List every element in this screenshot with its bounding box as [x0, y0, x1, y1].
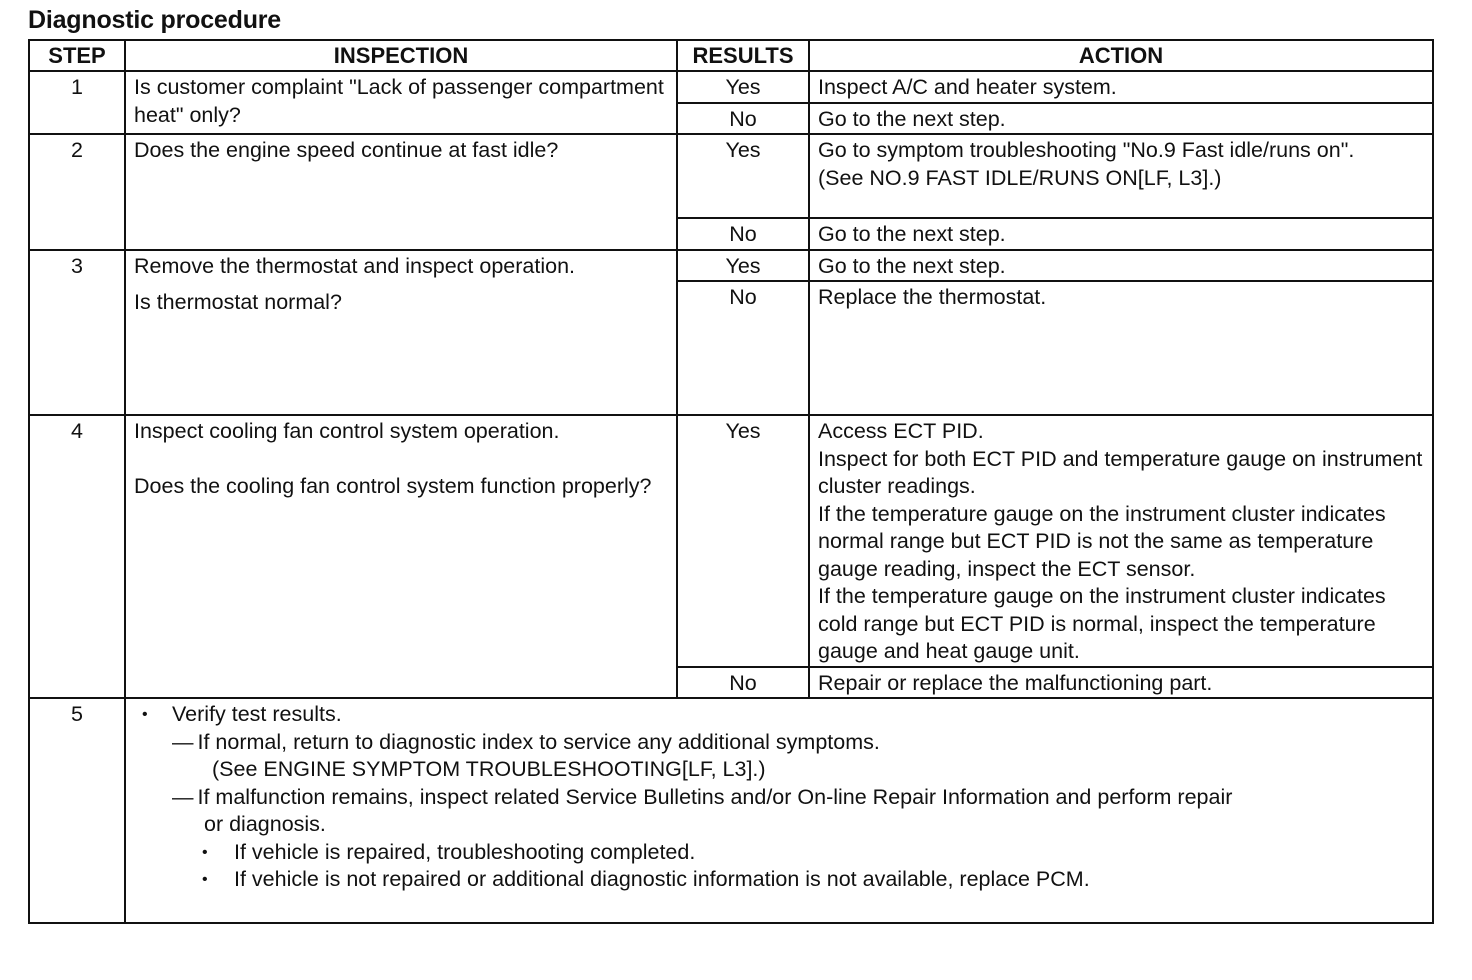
page-title: Diagnostic procedure — [28, 6, 281, 34]
inspection-text: Remove the thermostat and inspect operation. — [134, 253, 576, 278]
action-reference: (See NO.9 FAST IDLE/RUNS ON[LF, L3].) — [818, 165, 1222, 190]
verify-text: If vehicle is repaired, troubleshooting completed. — [234, 839, 696, 864]
step-number: 5 — [29, 698, 125, 923]
verify-line — [148, 811, 1424, 839]
action-text: If the temperature gauge on the instrument cluster indicates normal range but ECT PID is not the same as temperature gauge reading, inspect the ECT sensor. — [818, 501, 1386, 581]
action-cell — [809, 71, 1433, 103]
action-text: Access ECT PID. — [818, 419, 984, 443]
action-cell — [809, 250, 1433, 282]
verify-text: or diagnosis. — [204, 812, 326, 836]
action-cell — [809, 103, 1433, 135]
inspection-text: Does the engine speed continue at fast idle? — [134, 138, 559, 162]
bullet-icon: • — [202, 871, 208, 888]
verify-line — [148, 756, 1424, 784]
verify-text: If malfunction remains, inspect related Service Bulletins and/or On-line Repair Information and perform repair — [197, 784, 1233, 809]
action-text: Go to the next step. — [818, 253, 1006, 278]
result-cell: Yes — [677, 415, 809, 667]
dash-icon: — — [172, 729, 194, 754]
table-row — [29, 250, 1433, 282]
step-number: 1 — [29, 71, 125, 134]
result-cell: No — [677, 281, 809, 415]
action-cell — [809, 415, 1433, 667]
verify-text: Verify test results. — [172, 702, 342, 726]
action-cell — [809, 134, 1433, 218]
step-number: 2 — [29, 134, 125, 250]
dash-icon: — — [172, 784, 194, 809]
verify-line — [148, 839, 1424, 867]
verify-reference: (See ENGINE SYMPTOM TROUBLESHOOTING[LF, L3].) — [212, 757, 766, 781]
action-cell — [809, 667, 1433, 699]
verify-line — [148, 866, 1424, 894]
header-step: STEP — [29, 40, 125, 71]
action-text: Repair or replace the malfunctioning part. — [818, 670, 1213, 695]
inspection-cell — [125, 250, 677, 416]
result-cell: Yes — [677, 71, 809, 103]
bullet-icon: • — [202, 843, 208, 861]
header-row — [29, 40, 1433, 71]
inspection-text: Inspect cooling fan control system operation. — [134, 419, 560, 443]
action-text: Inspect A/C and heater system. — [818, 75, 1117, 99]
verify-text: If vehicle is not repaired or additional diagnostic information is not available, replace PCM. — [234, 867, 1090, 891]
result-cell: No — [677, 218, 809, 250]
action-text: If the temperature gauge on the instrument cluster indicates cold range but ECT PID is normal, inspect the temperature gauge and heat gauge unit. — [818, 584, 1386, 663]
step-number: 3 — [29, 250, 125, 416]
diagnostic-table — [28, 39, 1434, 924]
result-cell: No — [677, 103, 809, 135]
action-text: Go to the next step. — [818, 106, 1006, 131]
result-cell: Yes — [677, 134, 809, 218]
action-text: Go to the next step. — [818, 222, 1006, 246]
inspection-cell — [125, 71, 677, 134]
header-results: RESULTS — [677, 40, 809, 71]
verify-text: If normal, return to diagnostic index to service any additional symptoms. — [197, 729, 880, 754]
header-action: ACTION — [809, 40, 1433, 71]
verify-line — [148, 784, 1424, 812]
inspection-text: Is customer complaint "Lack of passenger compartment heat" only? — [134, 75, 664, 127]
table-row — [29, 415, 1433, 667]
table-row — [29, 71, 1433, 103]
verify-line — [148, 729, 1424, 757]
bullet-icon: • — [142, 706, 148, 723]
result-cell: No — [677, 667, 809, 699]
table-row — [29, 698, 1433, 923]
action-text: Go to symptom troubleshooting "No.9 Fast idle/runs on". — [818, 138, 1355, 162]
result-cell: Yes — [677, 250, 809, 282]
verify-line — [142, 701, 1424, 729]
action-text: Inspect for both ECT PID and temperature gauge on instrument cluster readings. — [818, 446, 1423, 498]
step-number: 4 — [29, 415, 125, 698]
action-text: Replace the thermostat. — [818, 285, 1047, 309]
inspection-question: Is thermostat normal? — [134, 290, 342, 314]
inspection-cell — [125, 134, 677, 250]
inspection-question: Does the cooling fan control system function properly? — [134, 473, 652, 498]
action-cell — [809, 218, 1433, 250]
header-inspection: INSPECTION — [125, 40, 677, 71]
inspection-cell — [125, 415, 677, 698]
action-cell — [809, 281, 1433, 415]
verify-cell — [125, 698, 1433, 923]
table-row — [29, 134, 1433, 218]
